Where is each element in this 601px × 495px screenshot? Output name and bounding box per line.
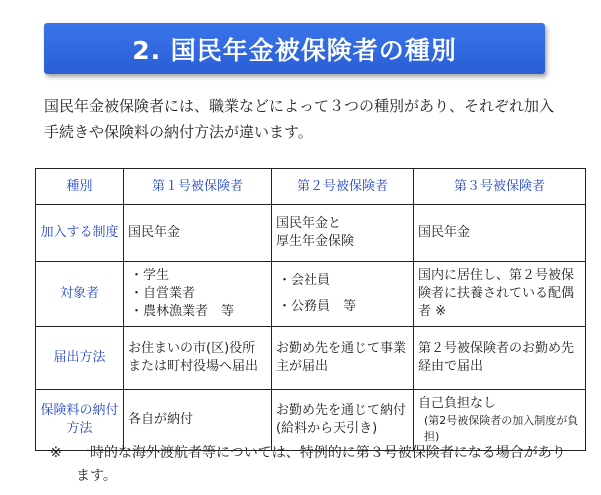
header-kind: 種別 — [36, 169, 124, 205]
section-title: 2. 国民年金被保険者の種別 — [132, 35, 457, 65]
intro-paragraph: 国民年金被保険者には、職業などによって３つの種別があり、それぞれ加入手続きや保険料の納付方法が違います。 — [44, 97, 555, 141]
footnote-mark: ※ — [50, 445, 62, 461]
cell-type1-payment: 各自が納付 — [124, 390, 272, 451]
cell-type2-payment: お勤め先を通じて納付(給料から天引き) — [272, 390, 414, 451]
cell-type2-target — [272, 262, 414, 327]
row-label-system: 加入する制度 — [36, 205, 124, 262]
list-item: ・農林漁業者 等 — [130, 304, 235, 319]
table-row — [36, 327, 586, 390]
cell-type3-system: 国民年金 — [414, 205, 586, 262]
cell-type3-target: 国内に居住し、第２号被保険者に扶養されている配偶者 ※ — [414, 262, 586, 327]
list-item: ・会社員 — [278, 273, 331, 288]
table-row — [36, 205, 586, 262]
header-type2: 第２号被保険者 — [272, 169, 414, 205]
list-item: ・自営業者 — [130, 286, 196, 301]
table-header-row — [36, 169, 586, 205]
cell-type1-system: 国民年金 — [124, 205, 272, 262]
cell-type2-filing: お勤め先を通じて事業主が届出 — [272, 327, 414, 390]
insured-types-table — [35, 168, 586, 451]
cell-line: 厚生年金保険 — [276, 234, 355, 249]
footnote — [50, 442, 570, 488]
cell-type1-filing: お住まいの市(区)役所または町村役場へ届出 — [124, 327, 272, 390]
cell-type1-target — [124, 262, 272, 327]
row-label-target: 対象者 — [36, 262, 124, 327]
cell-line: 国民年金と — [276, 216, 342, 231]
header-type1: 第１号被保険者 — [124, 169, 272, 205]
row-label-filing: 届出方法 — [36, 327, 124, 390]
row-label-payment: 保険料の納付方法 — [36, 390, 124, 451]
header-type3: 第３号被保険者 — [414, 169, 586, 205]
table-row — [36, 262, 586, 327]
footnote-text: 一時的な海外渡航者等については、特例的に第３号被保険者になる場合があります。 — [76, 445, 566, 484]
cell-type2-system — [272, 205, 414, 262]
list-item: ・公務員 等 — [278, 299, 357, 314]
cell-note-text: (第2号被保険者の加入制度が負担) — [424, 414, 579, 443]
cell-type3-filing: 第２号被保険者のお勤め先経由で届出 — [414, 327, 586, 390]
section-banner — [44, 23, 545, 74]
list-item: ・学生 — [130, 268, 170, 283]
cell-main-text: 自己負担なし — [418, 396, 497, 411]
